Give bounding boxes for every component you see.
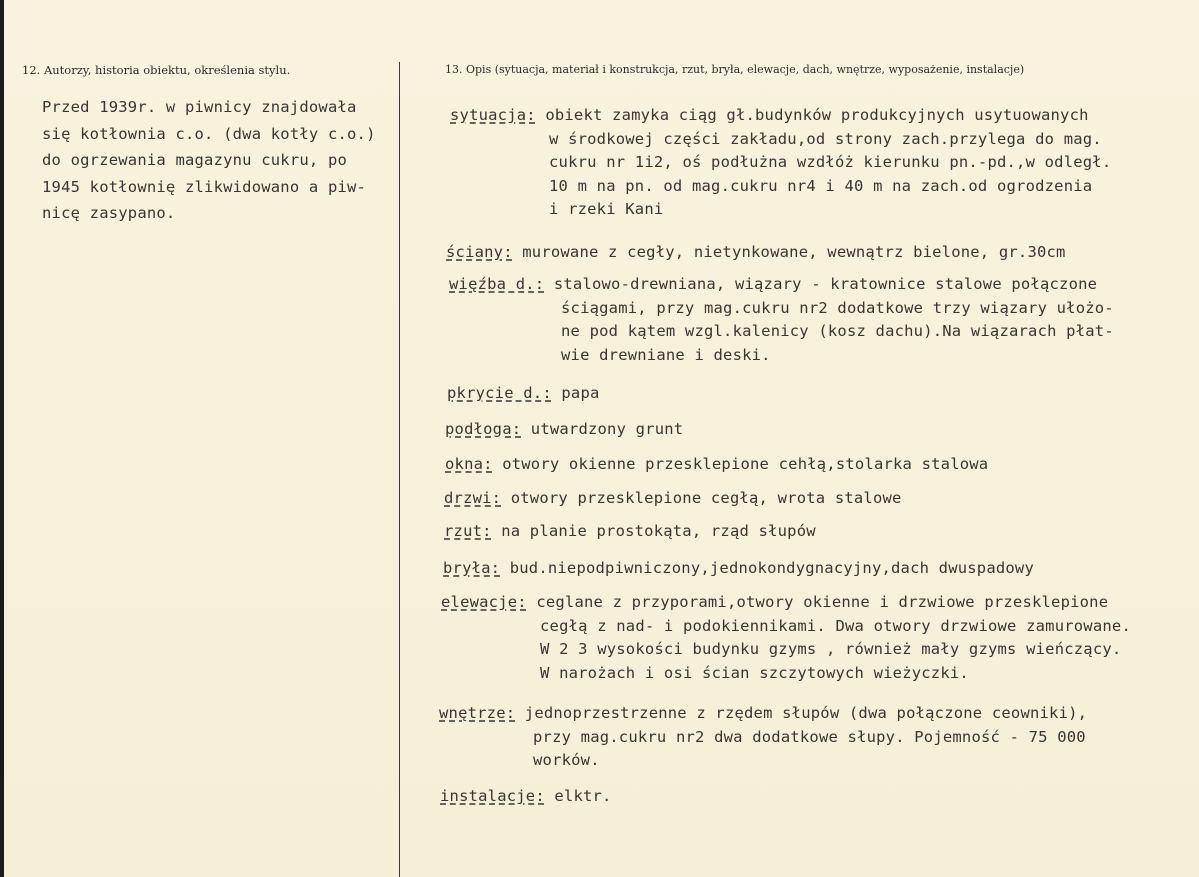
entry-sciany [446, 241, 1199, 265]
entry-key: elewacje: [441, 593, 527, 611]
entry-wiezba [449, 273, 1199, 367]
entry-cont-line: W narożach i osi ścian szczytowych wieżyczki. [540, 663, 969, 682]
entry-text: otwory przesklepione cegłą, wrota stalowe [501, 489, 902, 507]
entry-instalacje [440, 785, 1199, 809]
entry-key: pkrycie d.: [447, 384, 552, 402]
entry-podloga [445, 418, 1199, 442]
section-12-header: 12. Autorzy, historia obiektu, określenia stylu. [22, 63, 291, 77]
entry-drzwi [444, 487, 1199, 511]
entry-rzut [444, 520, 1199, 544]
entry-key: okna: [445, 455, 493, 473]
page-left-edge [0, 0, 4, 877]
entry-cont-line: przy mag.cukru nr2 dwa dodatkowe słupy. Pojemność - 75 000 [533, 727, 1086, 746]
column-divider [399, 62, 400, 877]
entry-pokrycie [447, 382, 1199, 406]
entry-sytuacja [450, 104, 1199, 222]
entry-text: papa [551, 384, 600, 402]
section-13-header: 13. Opis (sytuacja, materiał i konstrukcja, rzut, bryła, elewacje, dach, wnętrze, wyposażenie, instalacje) [445, 63, 1025, 76]
section-12-text [42, 94, 392, 227]
left-text-line: do ogrzewania magazynu cukru, po [42, 151, 348, 169]
entry-wnetrze [439, 702, 1199, 773]
entry-okna [445, 453, 1199, 477]
entry-cont-line: cegłą z nad- i podokiennikami. Dwa otwory drzwiowe zamurowane. [540, 616, 1131, 635]
entry-cont-line: W 2 3 wysokości budynku gzyms , również mały gzyms wieńczący. [540, 640, 1122, 658]
entry-cont-line: i rzeki Kani [549, 200, 664, 218]
left-text-line: Przed 1939r. w piwnicy znajdowała [42, 98, 357, 116]
entry-key: więźba d.: [449, 275, 545, 293]
entry-key: rzut: [444, 522, 492, 540]
entry-text: obiekt zamyka ciąg gł.budynków produkcyjnych usytuowanych [535, 106, 1089, 124]
entry-cont-line: ne pod kątem wzgl.kalenicy (kosz dachu).Na wiązarach płat- [561, 322, 1114, 340]
entry-cont-line: worków. [533, 751, 600, 769]
entry-elewacje [441, 591, 1199, 685]
entry-text: bud.niepodpiwniczony,jednokondygnacyjny,dach dwuspadowy [500, 559, 1034, 577]
entry-key: instalacje: [440, 787, 545, 805]
entry-text: jednoprzestrzenne z rzędem słupów (dwa połączone ceowniki), [515, 704, 1088, 722]
entry-key: bryła: [443, 559, 501, 577]
entry-text: stalowo-drewniana, wiązary - kratownice stalowe połączone [544, 275, 1098, 293]
left-text-line: nicę zasypano. [42, 204, 176, 222]
entry-text: murowane z cegły, nietynkowane, wewnątrz bielone, gr.30cm [512, 243, 1066, 261]
entry-text: elktr. [544, 787, 612, 805]
entry-text: na planie prostokąta, rząd słupów [491, 522, 816, 540]
entry-key: podłoga: [445, 420, 522, 438]
left-text-line: się kotłownia c.o. (dwa kotły c.o.) [42, 124, 376, 143]
entry-text: utwardzony grunt [521, 420, 684, 438]
entry-cont-line: 10 m na pn. od mag.cukru nr4 i 40 m na zach.od ogrodzenia [549, 176, 1093, 195]
entry-key: ściany: [446, 243, 513, 261]
entry-cont-line: w środkowej części zakładu,od strony zach.przylega do mag. [549, 129, 1102, 148]
entry-key: drzwi: [444, 489, 502, 507]
entry-cont-line: wie drewniane i deski. [561, 345, 771, 364]
entry-text: ceglane z przyporami,otwory okienne i drzwiowe przesklepione [526, 593, 1109, 611]
entry-key: wnętrze: [439, 704, 516, 722]
entry-key: sytuacja: [450, 106, 536, 124]
entry-bryla [443, 557, 1199, 581]
left-text-line: 1945 kotłownię zlikwidowano a piw- [42, 177, 367, 196]
entry-text: otwory okienne przesklepione cehłą,stolarka stalowa [492, 455, 989, 473]
entry-cont-line: ściągami, przy mag.cukru nr2 dodatkowe trzy wiązary ułożo- [561, 298, 1114, 317]
entry-cont-line: cukru nr 1i2, oś podłużna wzdłóż kierunku pn.-pd.,w odległ. [549, 153, 1112, 171]
